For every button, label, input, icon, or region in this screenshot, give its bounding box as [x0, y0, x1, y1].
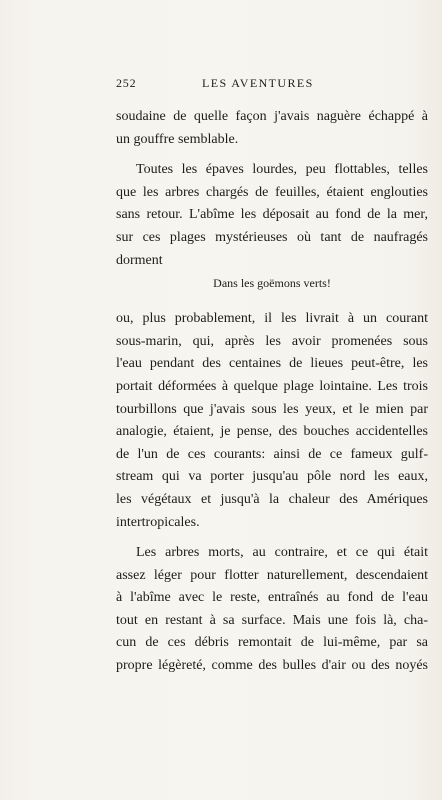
- text-line: propre légèreté, comme des bulles d'air ou des noyés: [116, 658, 428, 674]
- text-line: sur ces plages mystérieuses où tant de naufragés: [116, 229, 428, 245]
- text-line: les végétaux et jusqu'à la chaleur des Amériques: [116, 491, 428, 507]
- text-line: à l'abîme avec le reste, entraînés au fond de l'eau: [116, 590, 428, 606]
- text-line: portait déformées à quelque plage lointaine. Les trois: [116, 378, 428, 394]
- text-line: tourbillons que j'avais sous les yeux, et le mien par: [116, 401, 428, 417]
- text-line: dorment: [116, 252, 163, 268]
- text-line: stream qui va porter jusqu'au pôle nord les eaux,: [116, 469, 428, 485]
- page-number: 252: [116, 76, 137, 90]
- text-line: intertropicales.: [116, 514, 200, 530]
- text-line: un gouffre semblable.: [116, 131, 239, 147]
- text-line: Toutes les épaves lourdes, peu flottables, telles: [136, 162, 428, 178]
- verse-quote: Dans les goëmons verts!: [213, 276, 331, 291]
- body-text: [116, 106, 428, 678]
- running-title: LES AVENTURES: [202, 76, 314, 90]
- text-line: cun de ces débris remontait de lui-même, par sa: [116, 635, 428, 651]
- text-line: sans retour. L'abîme les déposait au fond de la mer,: [116, 207, 428, 223]
- text-line: que les arbres chargés de feuilles, étaient englouties: [116, 184, 428, 200]
- text-line: analogie, étaient, je pense, des bouches accidentelles: [116, 424, 428, 440]
- text-line: soudaine de quelle façon j'avais naguère échappé à: [116, 109, 428, 124]
- page-header: [116, 76, 352, 92]
- text-line: tout en restant à sa surface. Mais une fois là, cha-: [116, 612, 428, 628]
- text-line: sous-marin, qui, après les avoir promenées sous: [116, 333, 428, 349]
- text-line: Les arbres morts, au contraire, et ce qui était: [136, 545, 428, 561]
- text-line: l'eau pendant des centaines de lieues peut-être, les: [116, 356, 428, 372]
- text-line: assez léger pour flotter naturellement, descendaient: [116, 567, 428, 583]
- text-line: de l'un de ces courants: ainsi de ce fameux gulf-: [116, 446, 428, 462]
- text-line: ou, plus probablement, il les livrait à un courant: [116, 311, 428, 327]
